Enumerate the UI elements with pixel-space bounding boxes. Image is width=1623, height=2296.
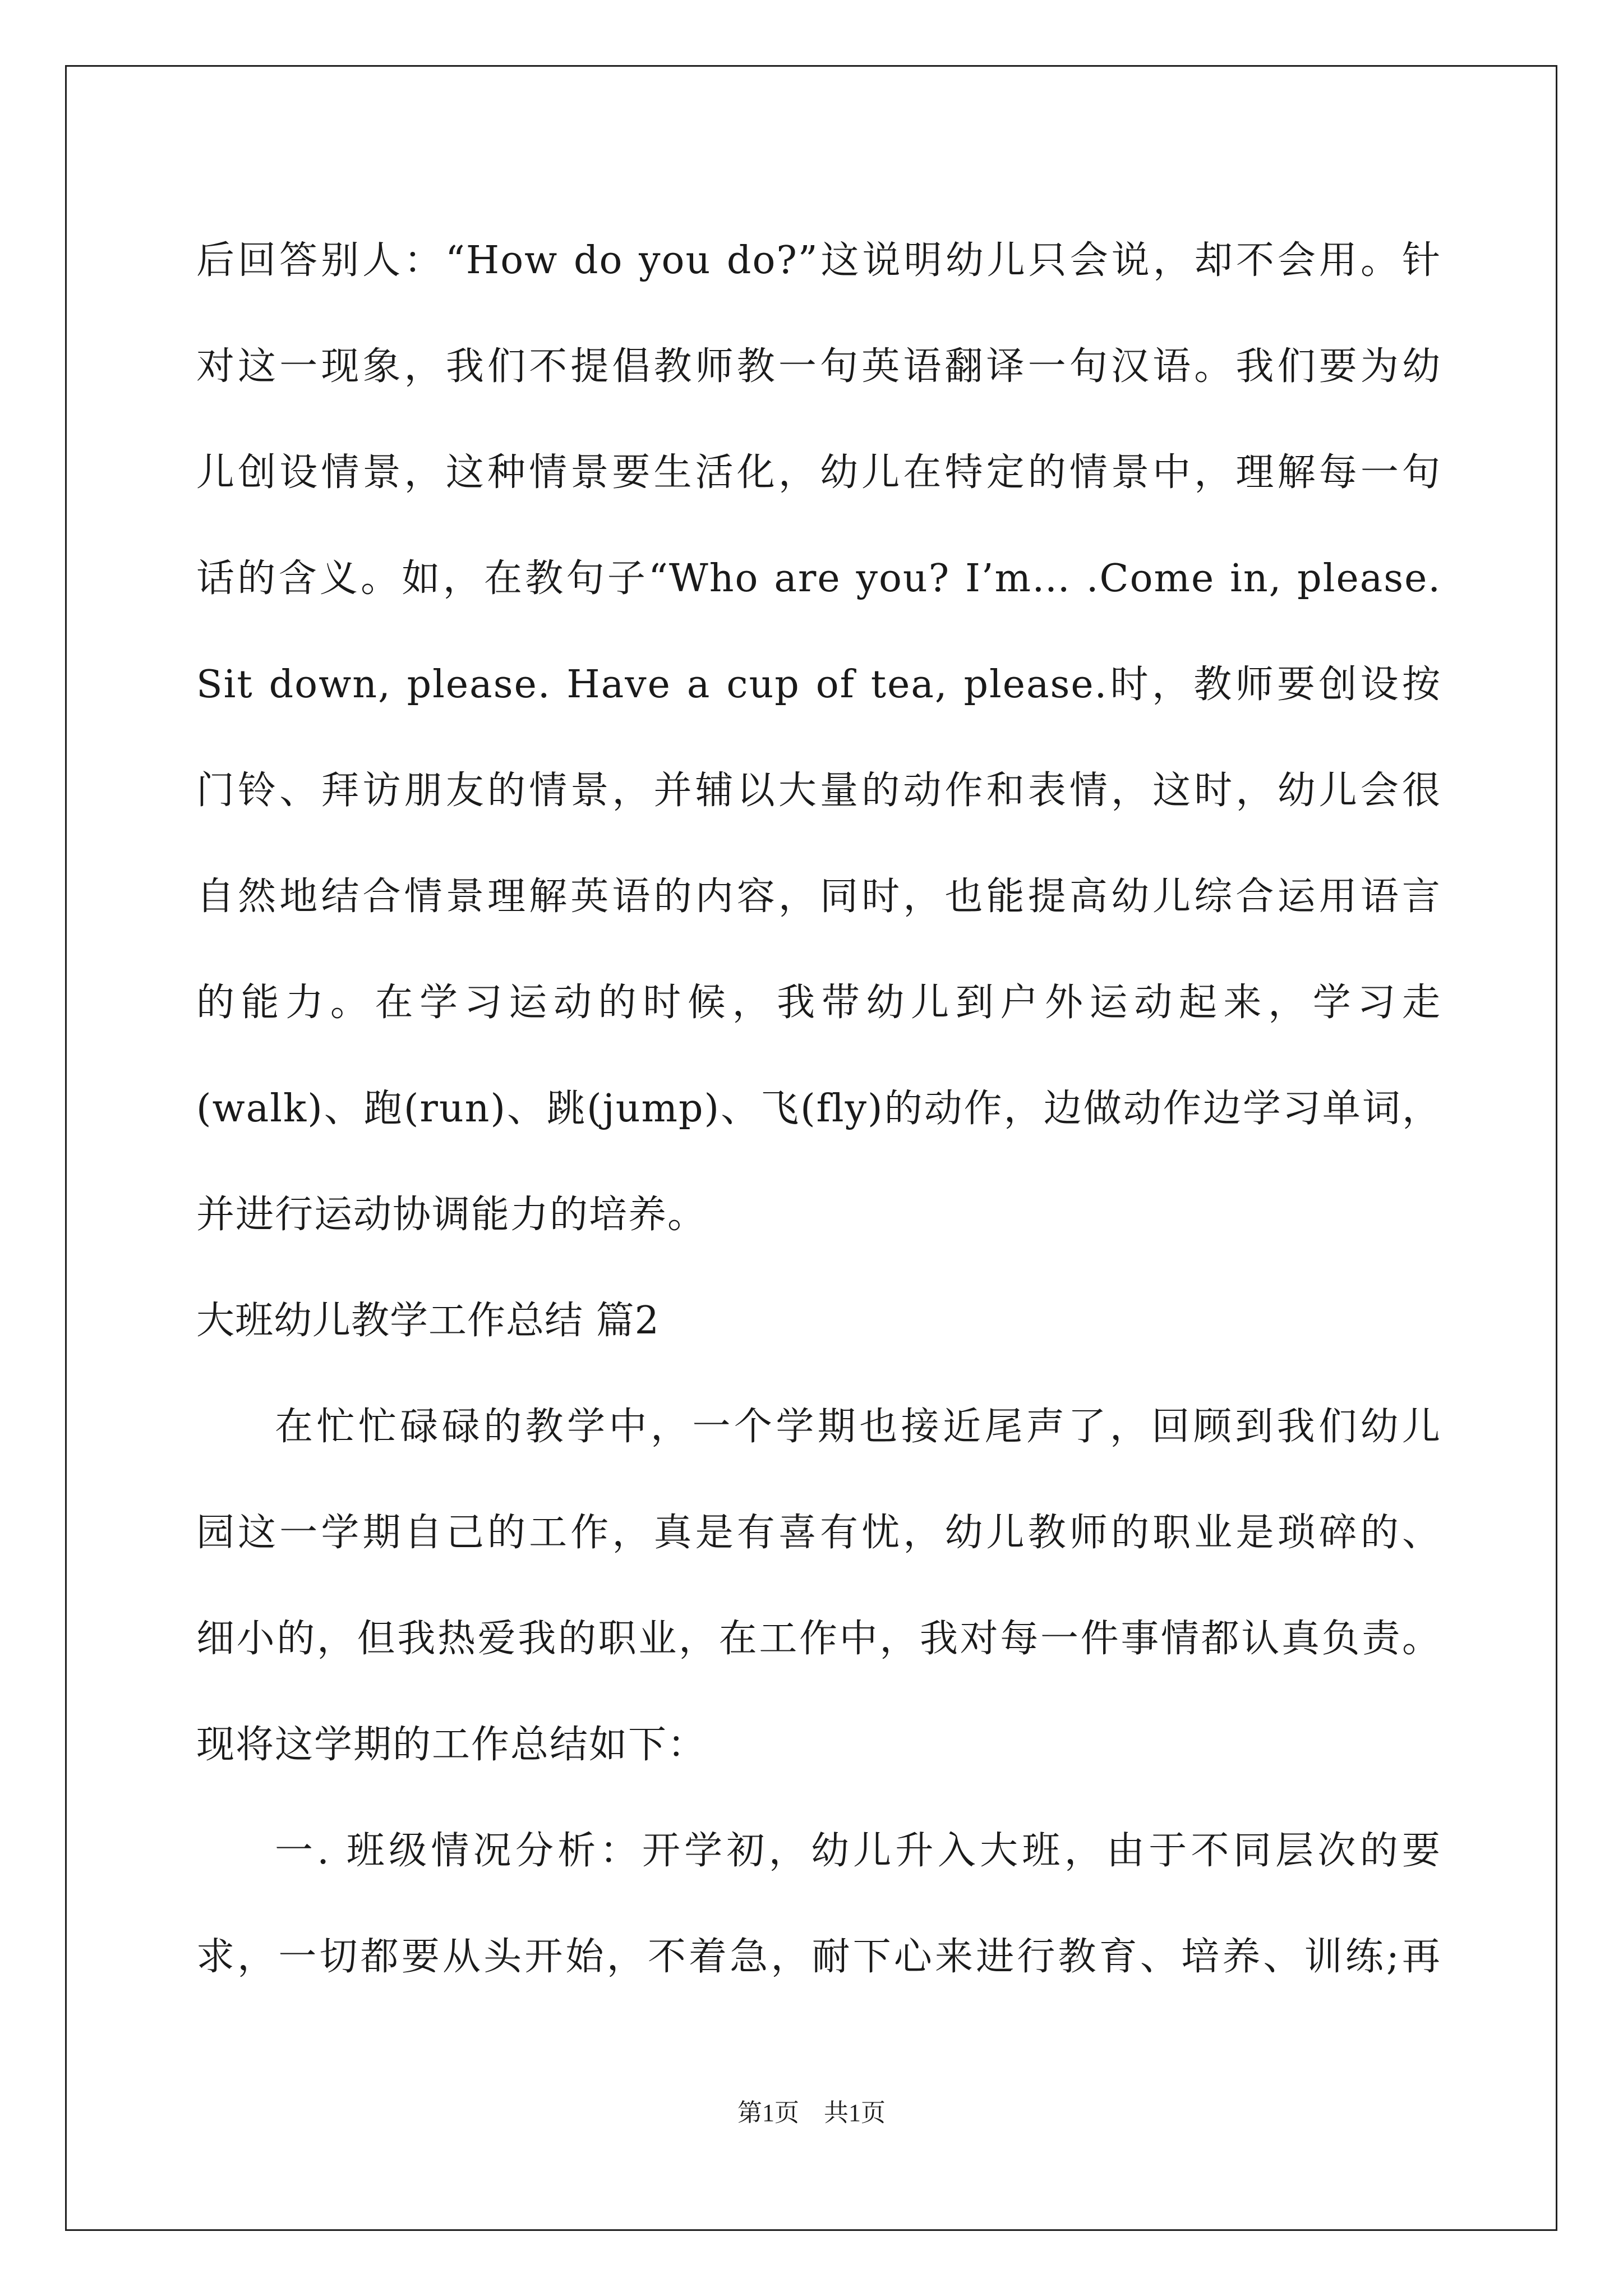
body-line: Sit down, please. Have a cup of tea, please.时，教师要创设按 (196, 662, 1441, 707)
body-line: 后回答别人：“How do you do?”这说明幼儿只会说，却不会用。针 (196, 238, 1441, 283)
body-line: 对这一现象，我们不提倡教师教一句英语翻译一句汉语。我们要为幼 (196, 344, 1441, 389)
section-line: 现将这学期的工作总结如下： (196, 1723, 707, 1767)
section-line: 一. 班级情况分析：开学初，幼儿升入大班，由于不同层次的要 (275, 1829, 1441, 1873)
section-heading: 大班幼儿教学工作总结 篇2 (196, 1299, 660, 1343)
section-line: 细小的，但我热爱我的职业，在工作中，我对每一件事情都认真负责。 (196, 1617, 1441, 1661)
body-line: 自然地结合情景理解英语的内容，同时，也能提高幼儿综合运用语言 (196, 875, 1441, 919)
body-line: 话的含义。如，在教句子“Who are you? I’m… .Come in, please. (196, 556, 1441, 601)
section-line: 园这一学期自己的工作，真是有喜有忧，幼儿教师的职业是琐碎的、 (196, 1511, 1441, 1555)
body-line: (walk)、跑(run)、跳(jump)、飞(fly)的动作，边做动作边学习单词， (196, 1087, 1441, 1131)
page-footer: 第1页 共1页 (737, 2099, 886, 2127)
document-body (196, 208, 1441, 2010)
body-line: 儿创设情景，这种情景要生活化，幼儿在特定的情景中，理解每一句 (196, 450, 1441, 495)
section-line: 在忙忙碌碌的教学中，一个学期也接近尾声了，回顾到我们幼儿 (275, 1405, 1441, 1449)
section-line: 求，一切都要从头开始，不着急，耐下心来进行教育、培养、训练;再 (196, 1935, 1441, 1979)
body-line: 并进行运动协调能力的培养。 (196, 1193, 707, 1237)
body-line: 的能力。在学习运动的时候，我带幼儿到户外运动起来，学习走 (196, 981, 1441, 1025)
body-line: 门铃、拜访朋友的情景，并辅以大量的动作和表情，这时，幼儿会很 (196, 769, 1441, 813)
